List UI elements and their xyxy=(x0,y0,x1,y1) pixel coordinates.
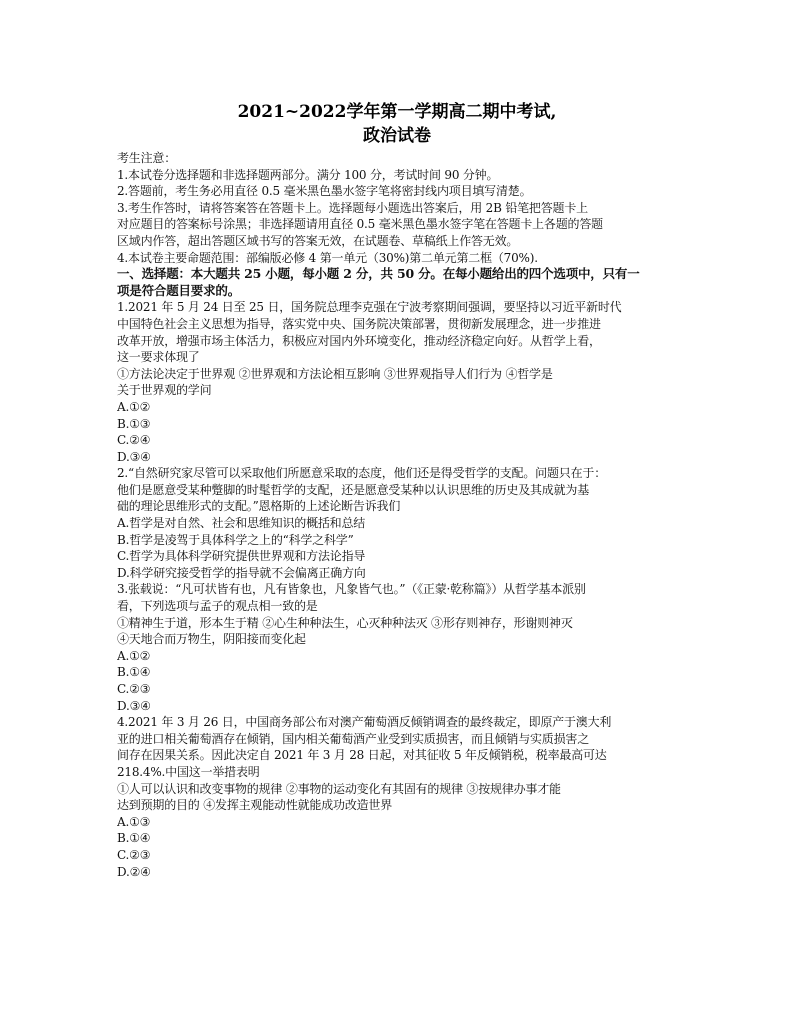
question-stem-line: 这一要求体现了 xyxy=(117,350,200,365)
notice-item: 对应题目的答案标号涂黑；非选择题请用直径 0.5 毫米黑色墨水签字笔在答题卡上各题的答题 xyxy=(117,217,603,232)
option-b: B.①③ xyxy=(117,416,151,431)
notice-item: 3.考生作答时，请将答案答在答题卡上。选择题每小题选出答案后，用 2B 铅笔把答题卡上 xyxy=(117,200,588,215)
option-a: A.①② xyxy=(117,399,151,414)
question-stem-line: 础的理论思维形式的支配。”恩格斯的上述论断告诉我们 xyxy=(117,499,401,514)
question-stem-line: ④天地合而万物生，阴阳接而变化起 xyxy=(117,632,306,647)
option-d: D.科学研究接受哲学的指导就不会偏离正确方向 xyxy=(117,565,366,580)
notice-item: 1.本试卷分选择题和非选择题两部分。满分 100 分，考试时间 90 分钟。 xyxy=(117,167,499,182)
notice-heading: 考生注意： xyxy=(117,151,177,165)
question-stem-line: 改革开放，增强市场主体活力，积极应对国内外环境变化，推动经济稳定向好。从哲学上看， xyxy=(117,333,601,348)
question-stem-line: 218.4%.中国这一举措表明 xyxy=(117,764,260,779)
option-d: D.②④ xyxy=(117,864,151,879)
question-stem-line: 4.2021 年 3 月 26 日，中国商务部公布对澳产葡萄酒反倾销调查的最终裁定，即原产于澳大利 xyxy=(117,715,612,730)
question-stem-line: 达到预期的目的 ④发挥主观能动性就能成功改造世界 xyxy=(117,798,393,813)
notice-section xyxy=(117,150,689,266)
option-b: B.哲学是凌驾于具体科学之上的“科学之科学” xyxy=(117,532,354,547)
section-heading-line-2: 项是符合题目要求的。 xyxy=(117,282,241,298)
exam-title-line-1: 2021~2022学年第一学期高二期中考试, xyxy=(237,102,557,122)
question-3 xyxy=(117,581,689,714)
option-c: C.②④ xyxy=(117,433,151,448)
option-c: C.②③ xyxy=(117,682,151,696)
notice-item: 区域内作答，超出答题区域书写的答案无效，在试题卷、草稿纸上作答无效。 xyxy=(117,233,519,248)
question-stem-line: 关于世界观的学问 xyxy=(117,383,212,398)
question-stem-line: 间存在因果关系。因此决定自 2021 年 3 月 28 日起，对其征收 5 年反倾销税，税率最高可达 xyxy=(117,748,607,763)
question-4 xyxy=(117,714,689,880)
option-a: A.哲学是对自然、社会和思维知识的概括和总结 xyxy=(117,516,366,531)
option-d: D.③④ xyxy=(117,449,151,464)
question-stem-line: ①方法论决定于世界观 ②世界观和方法论相互影响 ③世界观指导人们行为 ④哲学是 xyxy=(117,366,553,381)
question-stem-line: 2.“自然研究家尽管可以采取他们所愿意采取的态度，他们还是得受哲学的支配。问题只在于： xyxy=(117,466,606,481)
option-b: B.①④ xyxy=(117,665,151,680)
question-stem-line: ①精神生于道，形本生于精 ②心生种种法生，心灭种种法灭 ③形存则神存，形谢则神灭 xyxy=(117,615,573,630)
notice-item: 2.答题前，考生务必用直径 0.5 毫米黑色墨水签字笔将密封线内项目填写清楚。 xyxy=(117,184,532,199)
question-1 xyxy=(117,299,689,465)
option-b: B.①④ xyxy=(117,831,151,846)
exam-title-line-2: 政治试卷 xyxy=(363,126,431,146)
question-stem-line: 中国特色社会主义思想为指导，落实党中央、国务院决策部署，贯彻新发展理念，进一步推进 xyxy=(117,316,601,331)
question-stem-line: 3.张载说：“凡可状皆有也，凡有皆象也，凡象皆气也。”（《正蒙·乾称篇》）从哲学基本派别 xyxy=(117,582,586,597)
exam-content xyxy=(117,150,689,880)
exam-title xyxy=(0,100,794,148)
section-heading xyxy=(117,266,689,299)
question-stem-line: 亚的进口相关葡萄酒存在倾销，国内相关葡萄酒产业受到实质损害，而且倾销与实质损害之 xyxy=(117,731,590,746)
option-d: D.③④ xyxy=(117,698,151,713)
question-stem-line: 他们是愿意受某种蹩脚的时髦哲学的支配，还是愿意受某种以认识思维的历史及其成就为基 xyxy=(117,482,590,497)
notice-item: 4.本试卷主要命题范围：部编版必修 4 第一单元（30%)第二单元第二框（70%). xyxy=(117,250,538,265)
question-stem-line: 看，下列选项与孟子的观点相一致的是 xyxy=(117,599,318,614)
question-stem-line: ①人可以认识和改变事物的规律 ②事物的运动变化有其固有的规律 ③按规律办事才能 xyxy=(117,781,561,796)
option-c: C.哲学为具体科学研究提供世界观和方法论指导 xyxy=(117,549,366,564)
section-heading-line-1: 一、选择题：本大题共 25 小题，每小题 2 分，共 50 分。在每小题给出的四个选项中，只有一 xyxy=(117,266,640,282)
question-2 xyxy=(117,465,689,581)
question-stem-line: 1.2021 年 5 月 24 日至 25 日，国务院总理李克强在宁波考察期间强调，要坚持以习近平新时代 xyxy=(117,300,622,315)
option-a: A.①② xyxy=(117,648,151,663)
option-c: C.②③ xyxy=(117,847,151,862)
option-a: A.①③ xyxy=(117,814,151,829)
